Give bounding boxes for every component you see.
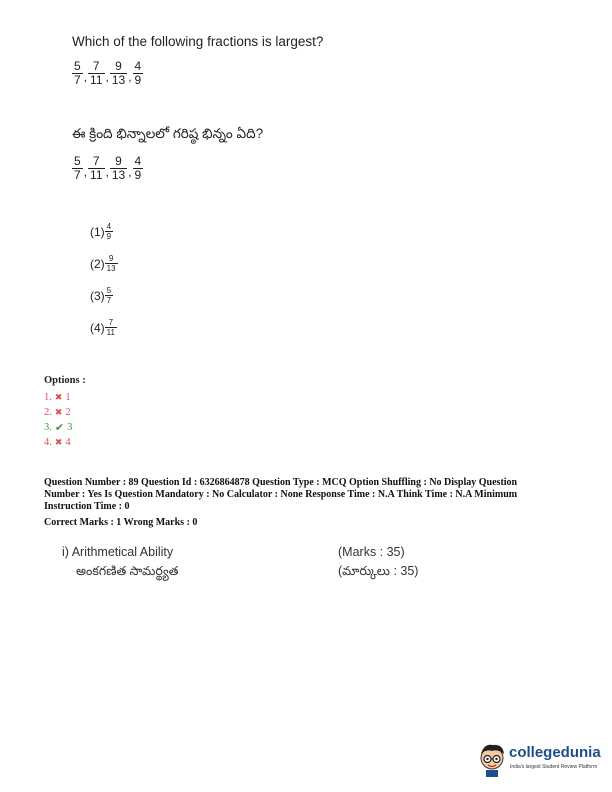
choice-4: (4) $\frac{7}{11}$ bbox=[90, 318, 115, 337]
meta-line: Number : Yes Is Question Mandatory : No Calculator : None Response Time : N.A Think Time : N.A Minimum bbox=[44, 489, 518, 500]
fraction: $\frac{5}{7}$ bbox=[74, 154, 81, 182]
section-title-english: i) Arithmetical Ability bbox=[62, 545, 174, 559]
fraction: $\frac{7}{11}$ bbox=[90, 59, 103, 87]
question-text-telugu: ఈ క్రింది భిన్నాలలో గరిష్ఠ భిన్నం ఏది? bbox=[72, 126, 264, 141]
logo-tagline: India's largest Student Review Platform bbox=[510, 764, 598, 770]
section-title-telugu: అంకగణిత సామర్థ్యత bbox=[76, 564, 179, 578]
fraction: $\frac{9}{13}$ bbox=[111, 154, 126, 182]
fraction: $\frac{7}{11}$ bbox=[90, 154, 103, 182]
options-list bbox=[44, 390, 72, 450]
choice-2: (2) $\frac{9}{13}$ bbox=[90, 254, 116, 273]
check-icon: ✔ bbox=[54, 422, 65, 434]
question-fractions-english: $\frac{5}{7}$ , $\frac{7}{11}$ , $\frac{9}{13}$ , $\frac{4}{9}$ bbox=[74, 59, 142, 87]
options-title: Options : bbox=[44, 375, 86, 386]
option-item-2: 2. ✖ 2 bbox=[44, 407, 71, 418]
cross-icon: ✖ bbox=[54, 392, 63, 402]
choice-1: (1) $\frac{4}{9}$ bbox=[90, 222, 112, 241]
collegedunia-logo bbox=[476, 740, 606, 780]
fraction: $\frac{5}{7}$ bbox=[74, 59, 81, 87]
option-item-1: 1. ✖ 1 bbox=[44, 392, 71, 403]
fraction: $\frac{9}{13}$ bbox=[111, 59, 126, 87]
option-item-3: 3. ✔ 3 bbox=[44, 422, 73, 434]
meta-line: Instruction Time : 0 bbox=[44, 501, 130, 512]
mascot-icon bbox=[476, 740, 508, 778]
question-text-english: Which of the following fractions is largest? bbox=[72, 34, 324, 49]
logo-name: collegedunia bbox=[509, 744, 601, 761]
meta-line: Correct Marks : 1 Wrong Marks : 0 bbox=[44, 517, 198, 528]
option-item-4: 4. ✖ 4 bbox=[44, 437, 71, 448]
cross-icon: ✖ bbox=[54, 437, 63, 447]
cross-icon: ✖ bbox=[54, 407, 63, 417]
section-marks-telugu: (మార్కులు : 35) bbox=[338, 564, 419, 578]
question-fractions-telugu: $\frac{5}{7}$ , $\frac{7}{11}$ , $\frac{9}{13}$ , $\frac{4}{9}$ bbox=[74, 154, 142, 182]
choice-3: (3) $\frac{5}{7}$ bbox=[90, 286, 112, 305]
fraction: $\frac{4}{9}$ bbox=[134, 154, 142, 182]
meta-line: Question Number : 89 Question Id : 6326864878 Question Type : MCQ Option Shuffling : No Display Question bbox=[44, 477, 518, 488]
fraction: $\frac{4}{9}$ bbox=[134, 59, 142, 87]
question-meta bbox=[44, 477, 584, 529]
section-marks-english: (Marks : 35) bbox=[338, 545, 405, 559]
